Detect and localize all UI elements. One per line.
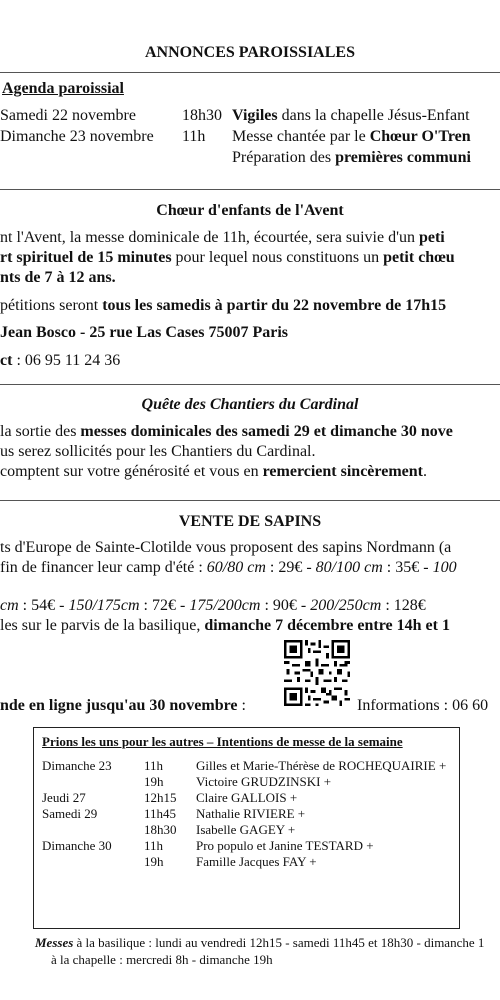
- sapins-line: les sur le parvis de la basilique, dimanche 7 décembre entre 14h et 1: [0, 617, 450, 634]
- intention-day: Samedi 29: [42, 806, 98, 821]
- sapins-info: Informations : 06 60: [357, 697, 489, 714]
- choeur-address: Jean Bosco - 25 rue Las Cases 75007 Paris: [0, 324, 288, 341]
- choeur-line: pétitions seront tous les samedis à partir du 22 novembre de 17h15: [0, 297, 447, 314]
- messes-line: à la chapelle : mercredi 8h - dimanche 19h: [51, 952, 273, 967]
- intention-time: 19h: [144, 854, 164, 869]
- agenda-day: Samedi 22 novembre: [0, 107, 136, 124]
- agenda-time: 11h: [182, 128, 206, 145]
- qr-code-icon[interactable]: [284, 640, 350, 706]
- messes-line: Messes à la basilique : lundi au vendredi 12h15 - samedi 11h45 et 18h30 - dimanche 1: [35, 935, 485, 950]
- intention-name: Pro populo et Janine TESTARD +: [196, 838, 374, 853]
- intention-name: Isabelle GAGEY +: [196, 822, 296, 837]
- agenda-event: Vigiles dans la chapelle Jésus-Enfant: [232, 107, 470, 124]
- intention-name: Claire GALLOIS +: [196, 790, 298, 805]
- intention-day: Dimanche 23: [42, 758, 112, 773]
- intention-name: Victoire GRUDZINSKI +: [196, 774, 332, 789]
- agenda-event-line: Préparation des premières communi: [232, 149, 471, 166]
- intentions-title: Prions les uns pour les autres – Intentions de messe de la semaine: [42, 734, 403, 749]
- sapins-line: ts d'Europe de Sainte-Clotilde vous proposent des sapins Nordmann (a: [0, 539, 452, 556]
- intention-name: Gilles et Marie-Thérèse de ROCHEQUAIRIE +: [196, 758, 447, 773]
- page-title: ANNONCES PAROISSIALES: [145, 44, 355, 61]
- quete-line: la sortie des messes dominicales des samedi 29 et dimanche 30 nove: [0, 423, 453, 440]
- quete-title: Quête des Chantiers du Cardinal: [141, 396, 359, 413]
- intention-day: Jeudi 27: [42, 790, 86, 805]
- intention-time: 18h30: [144, 822, 177, 837]
- intention-time: 19h: [144, 774, 164, 789]
- sapins-line: fin de financer leur camp d'été : 60/80 cm : 29€ - 80/100 cm : 35€ - 100: [0, 559, 457, 576]
- divider: [0, 72, 500, 73]
- intention-name: Famille Jacques FAY +: [196, 854, 317, 869]
- agenda-time: 18h30: [182, 107, 222, 124]
- agenda-title: Agenda paroissial: [2, 80, 124, 97]
- sapins-line: cm : 54€ - 150/175cm : 72€ - 175/200cm : 90€ - 200/250cm : 128€: [0, 597, 426, 614]
- intention-name: Nathalie RIVIERE +: [196, 806, 306, 821]
- quete-line: us serez sollicités pour les Chantiers du Cardinal.: [0, 443, 316, 460]
- intention-time: 11h45: [144, 806, 177, 821]
- intentions-box: [33, 727, 460, 929]
- intention-time: 12h15: [144, 790, 177, 805]
- agenda-event: Messe chantée par le Chœur O'Tren: [232, 128, 471, 145]
- choeur-contact: ct : 06 95 11 24 36: [0, 352, 121, 369]
- sapins-title: VENTE DE SAPINS: [178, 513, 322, 530]
- choeur-line: rt spirituel de 15 minutes pour lequel nous constituons un petit chœu: [0, 249, 455, 266]
- choeur-line: nt l'Avent, la messe dominicale de 11h, écourtée, sera suivie d'un peti: [0, 229, 445, 246]
- choeur-title: Chœur d'enfants de l'Avent: [156, 202, 344, 219]
- divider: [0, 189, 500, 190]
- agenda-day: Dimanche 23 novembre: [0, 128, 154, 145]
- intention-time: 11h: [144, 758, 164, 773]
- choeur-line: nts de 7 à 12 ans.: [0, 269, 116, 286]
- quete-line: comptent sur votre générosité et vous en remercient sincèrement.: [0, 463, 427, 480]
- divider: [0, 384, 500, 385]
- divider: [0, 500, 500, 501]
- intention-day: Dimanche 30: [42, 838, 112, 853]
- sapins-order-line: nde en ligne jusqu'au 30 novembre :: [0, 697, 246, 714]
- intention-time: 11h: [144, 838, 164, 853]
